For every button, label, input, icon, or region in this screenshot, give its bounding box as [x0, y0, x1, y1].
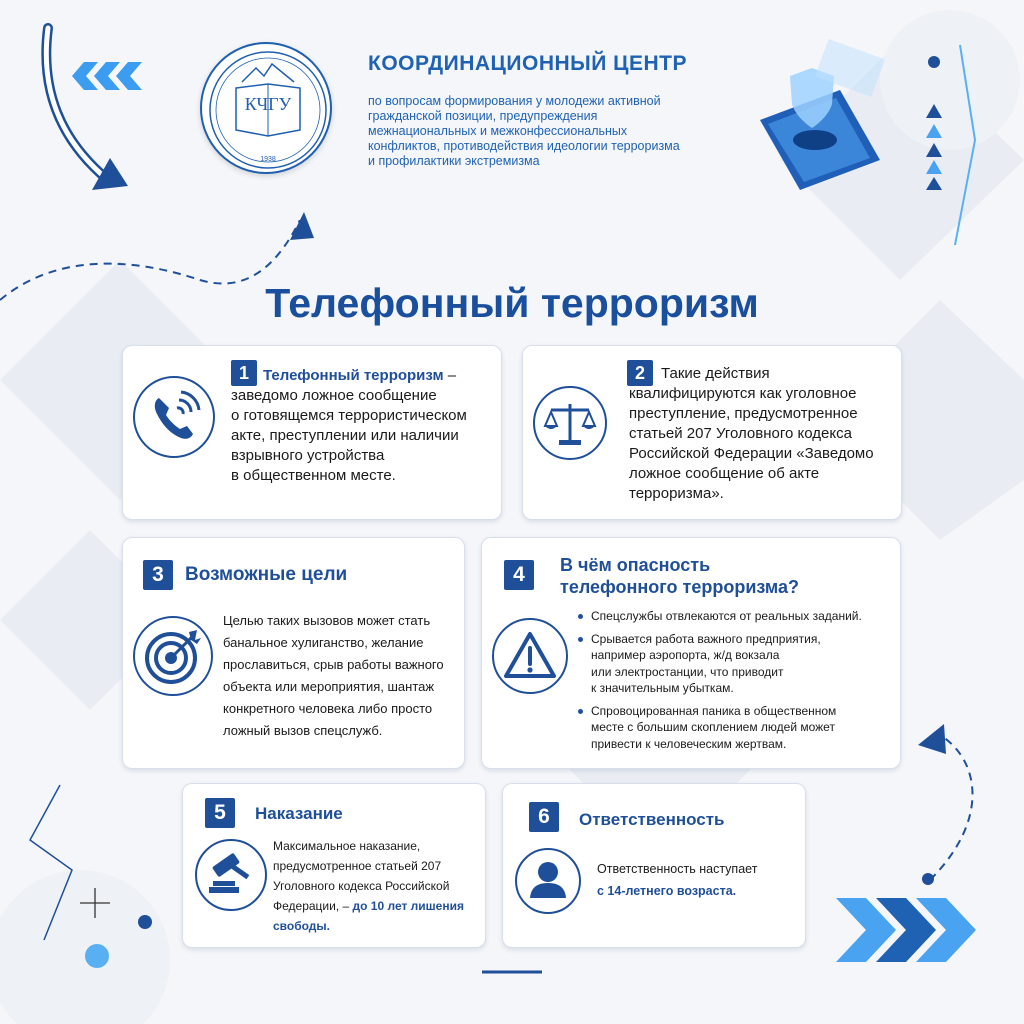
target-icon [133, 616, 213, 696]
card-heading: Наказание [255, 804, 343, 823]
gavel-icon [195, 839, 267, 911]
card-heading: В чём опасность телефонного терроризма? [560, 555, 799, 597]
org-title: КООРДИНАЦИОННЫЙ ЦЕНТР [368, 52, 687, 75]
university-logo [200, 42, 332, 174]
card-number: 5 [205, 798, 235, 828]
card-text: Такие действия квалифицируются как уголовное преступление, предусмотренное статьей 207 Уголовного кодекса Российской Федерации «Заведомо ложное сообщение об акте терроризма». [629, 365, 874, 502]
org-subtitle: по вопросам формирования у молодежи активной гражданской позиции, предупреждения межнациональных и межконфессиональных конфликтов, противодействия идеологии терроризма и профилактики экстремизма [368, 94, 680, 168]
card-legal-qualification [522, 345, 902, 520]
scales-icon [533, 386, 607, 460]
card-text: Максимальное наказание, предусмотренное статьей 207 Уголовного кодекса Российской Федерации, – до 10 лет лишения свободы. [273, 839, 464, 933]
warning-icon [492, 618, 568, 694]
card-responsibility [502, 783, 806, 948]
list-item: Спецслужбы отвлекаются от реальных заданий. [576, 608, 896, 625]
card-definition [122, 345, 502, 520]
card-number: 6 [529, 802, 559, 832]
card-number: 4 [504, 560, 534, 590]
card-danger [481, 537, 901, 769]
card-number: 1 [231, 360, 257, 386]
list-item: Срывается работа важного предприятия, например аэропорта, ж/д вокзала или электростанции, что приводит к значительным убыткам. [576, 631, 896, 697]
card-number: 3 [143, 560, 173, 590]
phone-icon [133, 376, 215, 458]
user-icon [515, 848, 581, 914]
card-heading: Ответственность [579, 810, 725, 829]
card-text: Целью таких вызовов может стать банальное хулиганство, желание прославиться, срыв работы важного объекта или мероприятия, шантаж конкретного человека либо просто ложный вызов спецслужб. [223, 613, 444, 738]
card-text: Ответственность наступает с 14-летнего возраста. [597, 862, 758, 898]
logo-text: КЧГУ [244, 94, 292, 114]
card-text: Телефонный терроризм – заведомо ложное сообщение о готовящемся террористическом акте, преступлении или наличии взрывного устройства в общественном месте. [231, 367, 467, 484]
danger-list [576, 608, 896, 758]
card-possible-goals [122, 537, 465, 769]
list-item: Спровоцированная паника в общественном месте с большим скоплением людей может привести к человеческим жертвам. [576, 703, 896, 753]
logo-year: 1938 [260, 156, 276, 163]
card-heading: Возможные цели [185, 564, 348, 585]
card-number: 2 [627, 360, 653, 386]
card-punishment [182, 783, 486, 948]
page-title: Телефонный терроризм [265, 280, 759, 326]
